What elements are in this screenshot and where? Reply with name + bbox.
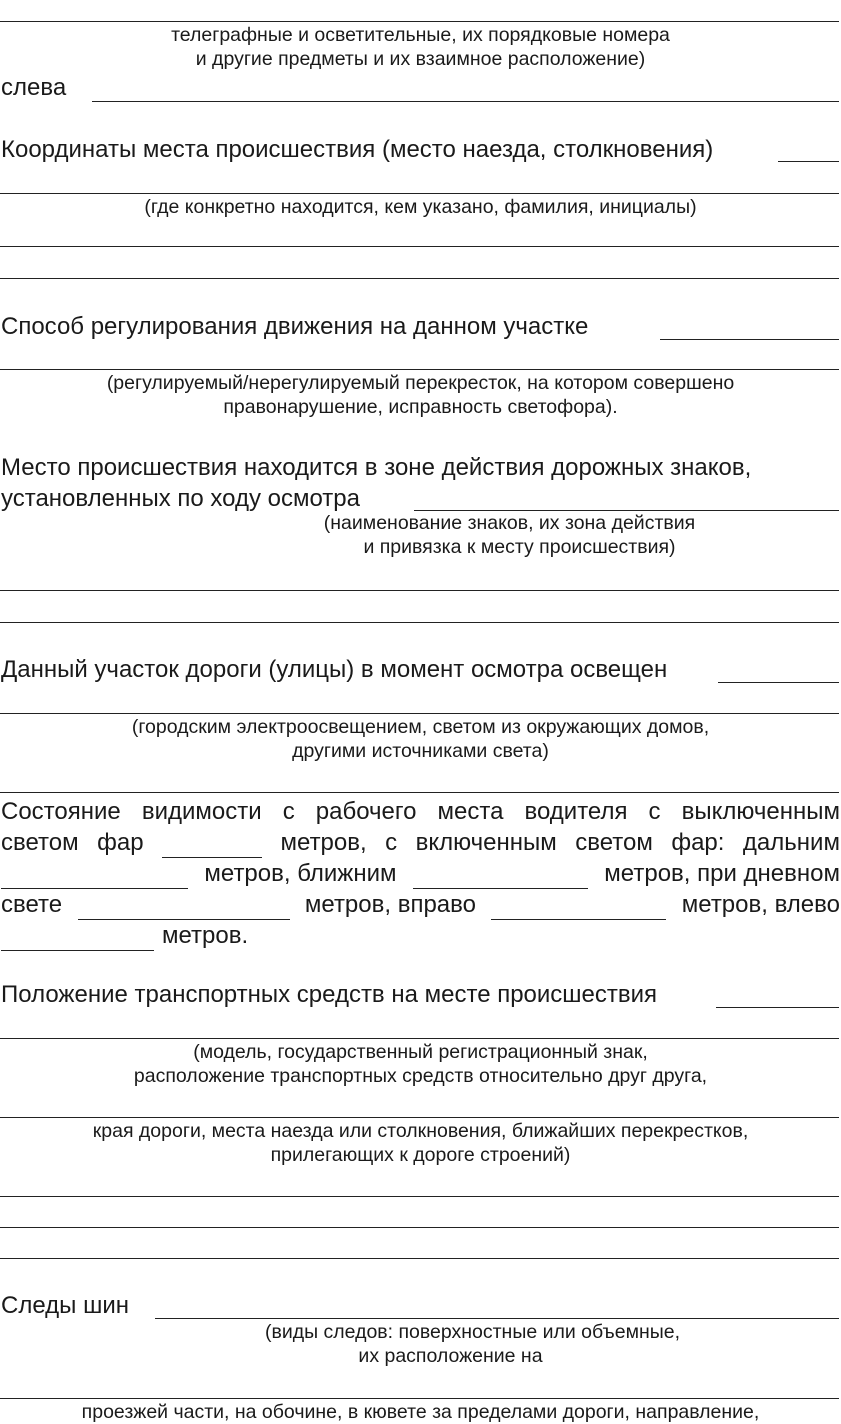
label-vehicles: Положение транспортных средств на месте происшествия (1, 981, 658, 1008)
blank-line[interactable] (0, 193, 839, 194)
label-coordinates: Координаты места происшествия (место наезда, столкновения) (1, 136, 714, 163)
blank-line[interactable] (0, 713, 839, 714)
caption-regulation-1: (регулируемый/нерегулируемый перекресток, на котором совершено (106, 372, 735, 394)
blank-field[interactable] (78, 895, 290, 920)
text: метров, влево (681, 891, 840, 918)
caption-vehicles-3: края дороги, места наезда или столкновения, ближайших перекрестков, (92, 1120, 749, 1142)
blank-line[interactable] (0, 1398, 839, 1399)
caption-vehicles-4: прилегающих к дороге строений) (270, 1144, 571, 1166)
text: видимости (141, 798, 262, 825)
text: свете (1, 891, 63, 918)
text: метров, ближним (204, 860, 397, 887)
text: метров, (280, 829, 367, 856)
blank-line[interactable] (0, 590, 839, 591)
blank-field[interactable] (413, 864, 588, 889)
label-signs-2: установленных по ходу осмотра (1, 485, 360, 512)
text: места (437, 798, 504, 825)
blank-line[interactable] (0, 1227, 839, 1228)
caption-location: (где конкретно находится, кем указано, фамилия, инициалы) (144, 196, 697, 218)
blank-line[interactable] (0, 1196, 839, 1197)
label-lighting: Данный участок дороги (улицы) в момент осмотра освещен (1, 656, 668, 683)
caption-vehicles-1: (модель, государственный регистрационный знак, (193, 1041, 648, 1063)
blank-field[interactable] (1, 864, 188, 889)
blank-line[interactable] (0, 792, 839, 793)
blank-line[interactable] (155, 1318, 839, 1319)
visibility-paragraph (1, 796, 840, 951)
blank-line[interactable] (778, 161, 839, 162)
caption-tires-2: их расположение на (358, 1345, 543, 1367)
text: с (385, 829, 398, 856)
text: водителя (524, 798, 628, 825)
visibility-row (1, 858, 840, 889)
blank-line[interactable] (0, 1258, 839, 1259)
text: фар (97, 829, 144, 856)
blank-line[interactable] (0, 1117, 839, 1118)
text: с (282, 798, 295, 825)
blank-line[interactable] (0, 278, 839, 279)
caption-signs-2: и привязка к месту происшествия) (363, 536, 676, 558)
blank-line[interactable] (716, 1007, 839, 1008)
blank-field[interactable] (1, 926, 154, 951)
text: выключенным (681, 798, 840, 825)
label-tires: Следы шин (1, 1292, 129, 1319)
caption-signs-1: (наименование знаков, их зона действия (323, 512, 696, 534)
label-regulation: Способ регулирования движения на данном участке (1, 313, 589, 340)
caption-lighting-1: (городским электроосвещением, светом из окружающих домов, (131, 716, 710, 738)
text: включенным (415, 829, 557, 856)
visibility-row (1, 920, 840, 951)
blank-line[interactable] (718, 682, 839, 683)
text: с (648, 798, 661, 825)
text: метров, вправо (304, 891, 476, 918)
blank-line[interactable] (0, 369, 839, 370)
visibility-row (1, 796, 840, 827)
text: фар: (671, 829, 725, 856)
text: метров, при дневном (604, 860, 840, 887)
blank-line[interactable] (0, 1038, 839, 1039)
caption-regulation-2: правонарушение, исправность светофора). (223, 396, 618, 418)
blank-line[interactable] (92, 101, 839, 102)
text: светом (575, 829, 653, 856)
caption-objects-1: телеграфные и осветительные, их порядковые номера (171, 24, 670, 46)
blank-line[interactable] (0, 21, 839, 22)
visibility-row (1, 889, 840, 920)
text: метров. (162, 922, 249, 949)
blank-line[interactable] (0, 622, 839, 623)
text: светом (1, 829, 79, 856)
label-left: слева (1, 74, 67, 101)
label-signs-1: Место происшествия находится в зоне действия дорожных знаков, (1, 454, 752, 481)
visibility-row (1, 827, 840, 858)
caption-lighting-2: другими источниками света) (292, 740, 549, 762)
blank-line[interactable] (0, 246, 839, 247)
blank-field[interactable] (491, 895, 666, 920)
text: рабочего (315, 798, 417, 825)
caption-objects-2: и другие предметы и их взаимное расположение) (195, 48, 646, 70)
caption-tires-3: проезжей части, на обочине, в кювете за пределами дороги, направление, (81, 1401, 760, 1423)
caption-vehicles-2: расположение транспортных средств относительно друг друга, (133, 1065, 708, 1087)
text: Состояние (1, 798, 121, 825)
blank-line[interactable] (660, 339, 839, 340)
blank-field[interactable] (162, 833, 262, 858)
caption-tires-1: (виды следов: поверхностные или объемные, (264, 1321, 681, 1343)
text: дальним (742, 829, 840, 856)
